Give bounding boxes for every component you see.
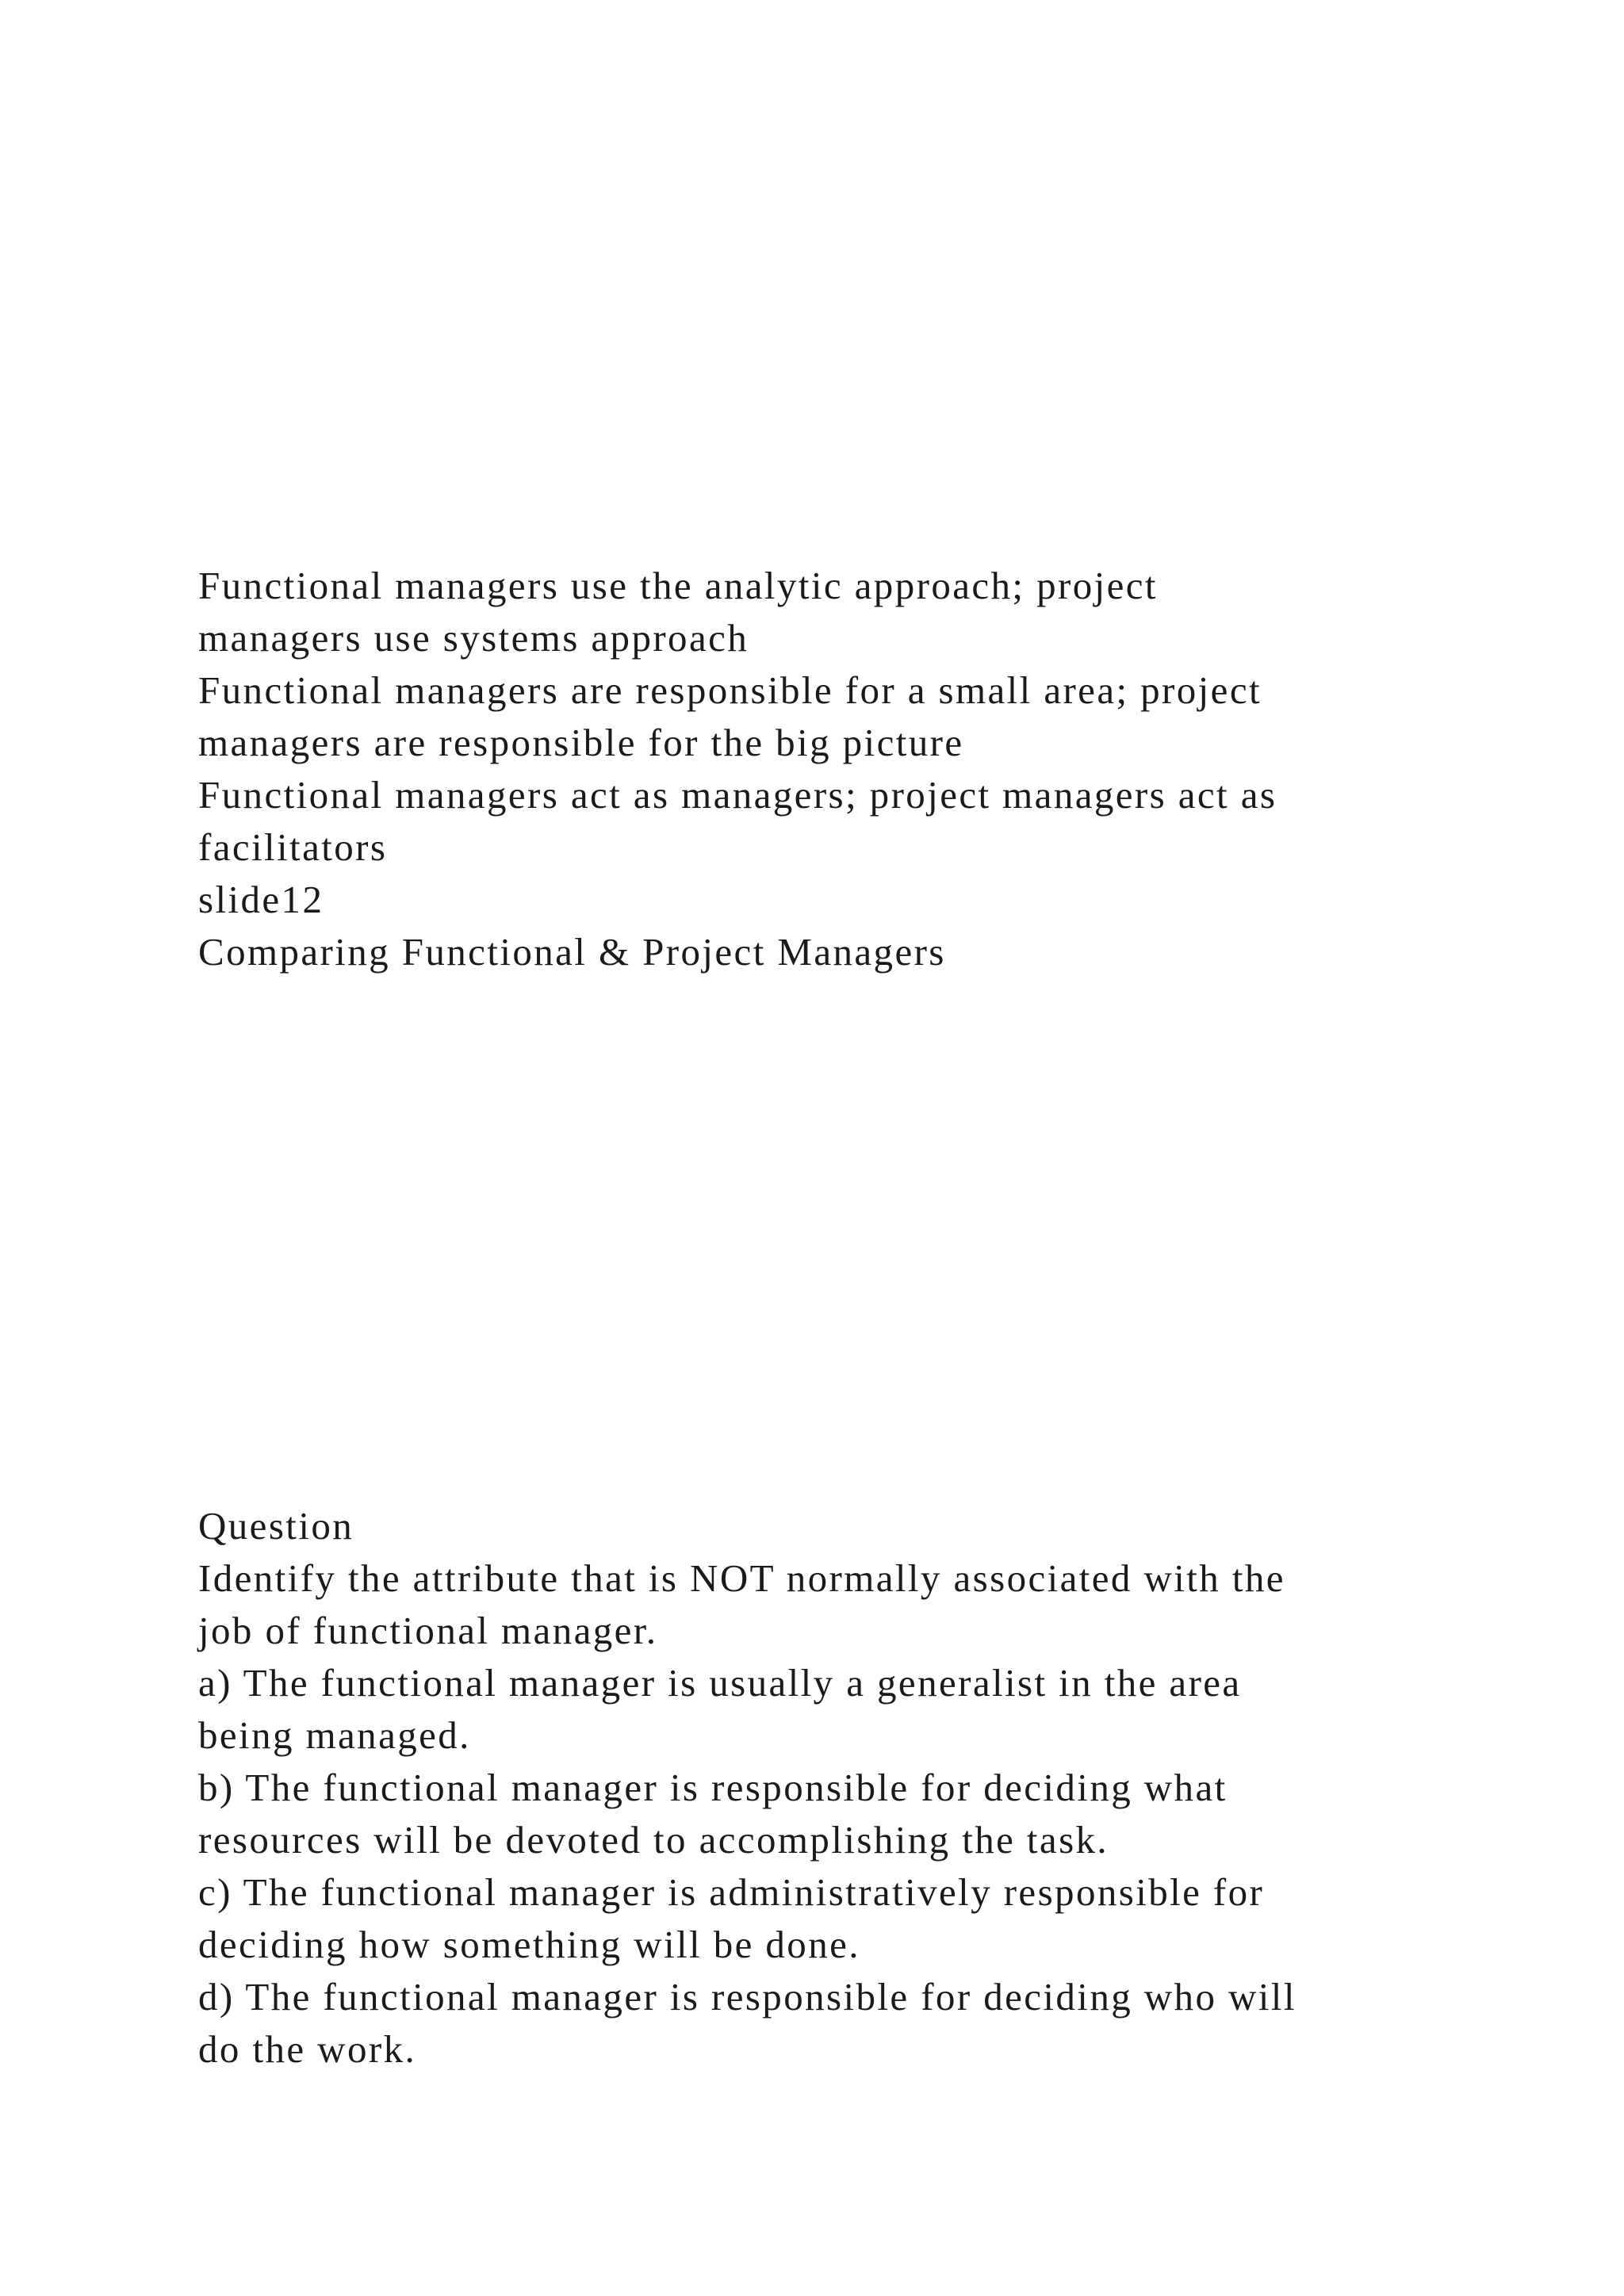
option-line: resources will be devoted to accomplishing the task. [198, 1818, 1109, 1862]
question-prompt-line: job of functional manager. [198, 1609, 658, 1652]
text-line: managers are responsible for the big picture [198, 721, 964, 764]
slide-title: Comparing Functional & Project Managers [198, 930, 946, 974]
question-heading: Question [198, 1504, 354, 1548]
answer-option-a [198, 1657, 1515, 1762]
text-line: Functional managers use the analytic approach; project [198, 564, 1158, 607]
answer-option-c [198, 1866, 1515, 1971]
text-line: Functional managers are responsible for a small area; project [198, 668, 1262, 712]
option-line: a) The functional manager is usually a generalist in the area [198, 1661, 1242, 1705]
answer-option-b [198, 1762, 1515, 1866]
option-line: b) The functional manager is responsible for deciding what [198, 1766, 1228, 1809]
text-line: facilitators [198, 825, 388, 869]
option-line: being managed. [198, 1713, 471, 1757]
option-line: deciding how something will be done. [198, 1923, 860, 1966]
text-line: Functional managers act as managers; project managers act as [198, 773, 1277, 817]
text-line: managers use systems approach [198, 616, 749, 660]
option-line: d) The functional manager is responsible for deciding who will [198, 1975, 1297, 2019]
option-line: do the work. [198, 2027, 417, 2071]
question-block [198, 1500, 1515, 2076]
comparison-text-block [198, 560, 1515, 978]
answer-option-d [198, 1971, 1515, 2076]
question-prompt-line: Identify the attribute that is NOT normally associated with the [198, 1556, 1285, 1600]
slide-label: slide12 [198, 878, 324, 921]
option-line: c) The functional manager is administratively responsible for [198, 1870, 1265, 1914]
